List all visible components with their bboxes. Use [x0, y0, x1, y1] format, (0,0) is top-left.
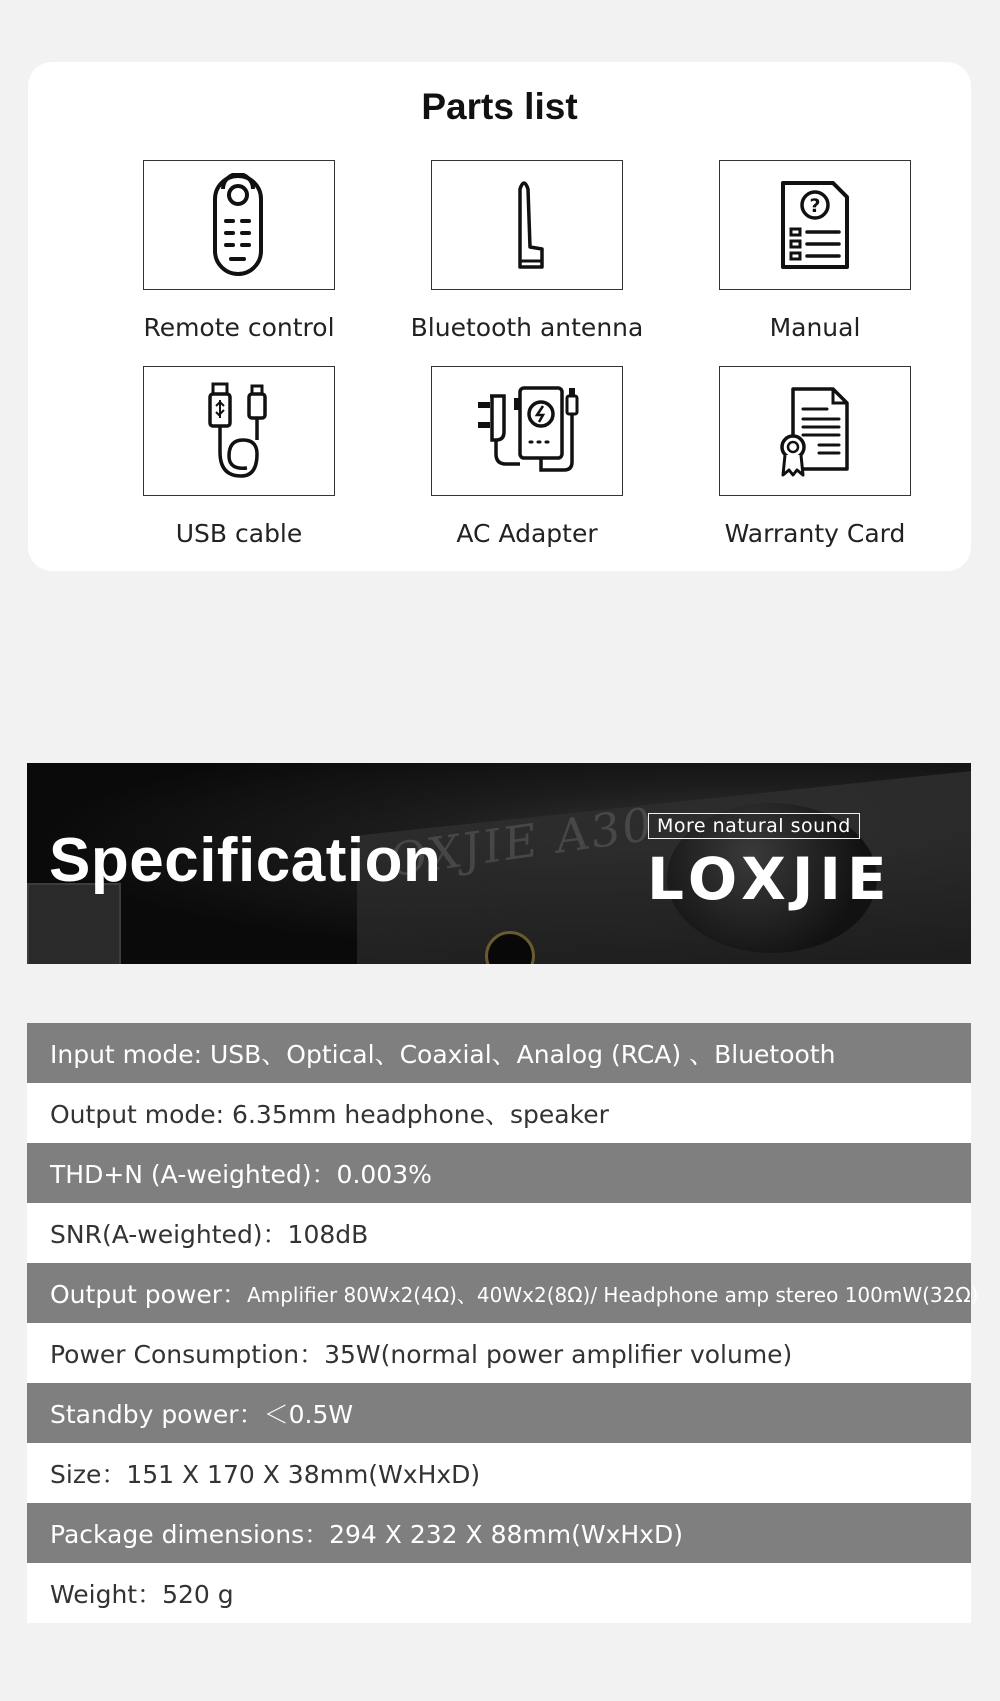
spec-text: SNR(A-weighted)：108dB — [50, 1220, 369, 1249]
spec-row-standby-power — [27, 1383, 971, 1443]
spec-row-thd — [27, 1143, 971, 1203]
part-image-box — [431, 160, 623, 290]
part-label: USB cable — [175, 519, 303, 548]
spec-detail: Amplifier 80Wx2(4Ω)、40Wx2(8Ω)/ Headphone amp stereo 100mW(32Ω) — [247, 1282, 979, 1307]
antenna-icon — [502, 175, 552, 275]
parts-list-card — [28, 62, 971, 571]
part-image-box — [719, 160, 911, 290]
svg-text:?: ? — [809, 195, 821, 217]
specification-banner — [27, 763, 971, 964]
part-label: Manual — [769, 313, 861, 342]
spec-text: Standby power：＜0.5W — [50, 1400, 354, 1429]
warranty-card-icon — [775, 383, 855, 479]
spec-row-package-dimensions — [27, 1503, 971, 1563]
spec-row-power-consumption — [27, 1323, 971, 1383]
part-image-box — [719, 366, 911, 496]
ac-adapter-icon — [472, 384, 582, 478]
part-image-box — [143, 160, 335, 290]
spec-row-output-power — [27, 1263, 979, 1323]
spec-text: Power Consumption：35W(normal power amplifier volume) — [50, 1340, 793, 1369]
usb-cable-icon — [207, 382, 271, 480]
brand-logo: LOXJIE — [647, 845, 893, 913]
part-label: Remote control — [143, 313, 335, 342]
banner-device-logo: OXJIE A30 — [389, 796, 654, 888]
part-label: AC Adapter — [456, 519, 598, 548]
spec-row-weight — [27, 1563, 971, 1623]
brand-tagline: More natural sound — [648, 813, 860, 839]
spec-text: Weight：520 g — [50, 1580, 234, 1609]
spec-text: Input mode: USB、Optical、Coaxial、Analog (RCA) 、Bluetooth — [50, 1040, 836, 1069]
part-label: Bluetooth antenna — [410, 313, 644, 342]
spec-row-output-mode — [27, 1083, 971, 1143]
parts-list-title: Parts list — [421, 86, 578, 127]
part-image-box — [143, 366, 335, 496]
spec-text: Package dimensions：294 X 232 X 88mm(WxHxD) — [50, 1520, 683, 1549]
part-image-box — [431, 366, 623, 496]
manual-icon — [777, 179, 853, 271]
spec-row-snr — [27, 1203, 971, 1263]
spec-text: Size：151 X 170 X 38mm(WxHxD) — [50, 1460, 481, 1489]
spec-row-size — [27, 1443, 971, 1503]
remote-control-icon — [209, 173, 269, 277]
spec-row-input-mode — [27, 1023, 971, 1083]
spec-text: Output mode: 6.35mm headphone、speaker — [50, 1100, 609, 1129]
specification-table — [27, 1023, 979, 1623]
part-label: Warranty Card — [724, 519, 906, 548]
spec-label: Output power： — [50, 1280, 248, 1309]
specification-title: Specification — [49, 826, 442, 895]
spec-text: THD+N (A-weighted)：0.003% — [50, 1160, 432, 1189]
